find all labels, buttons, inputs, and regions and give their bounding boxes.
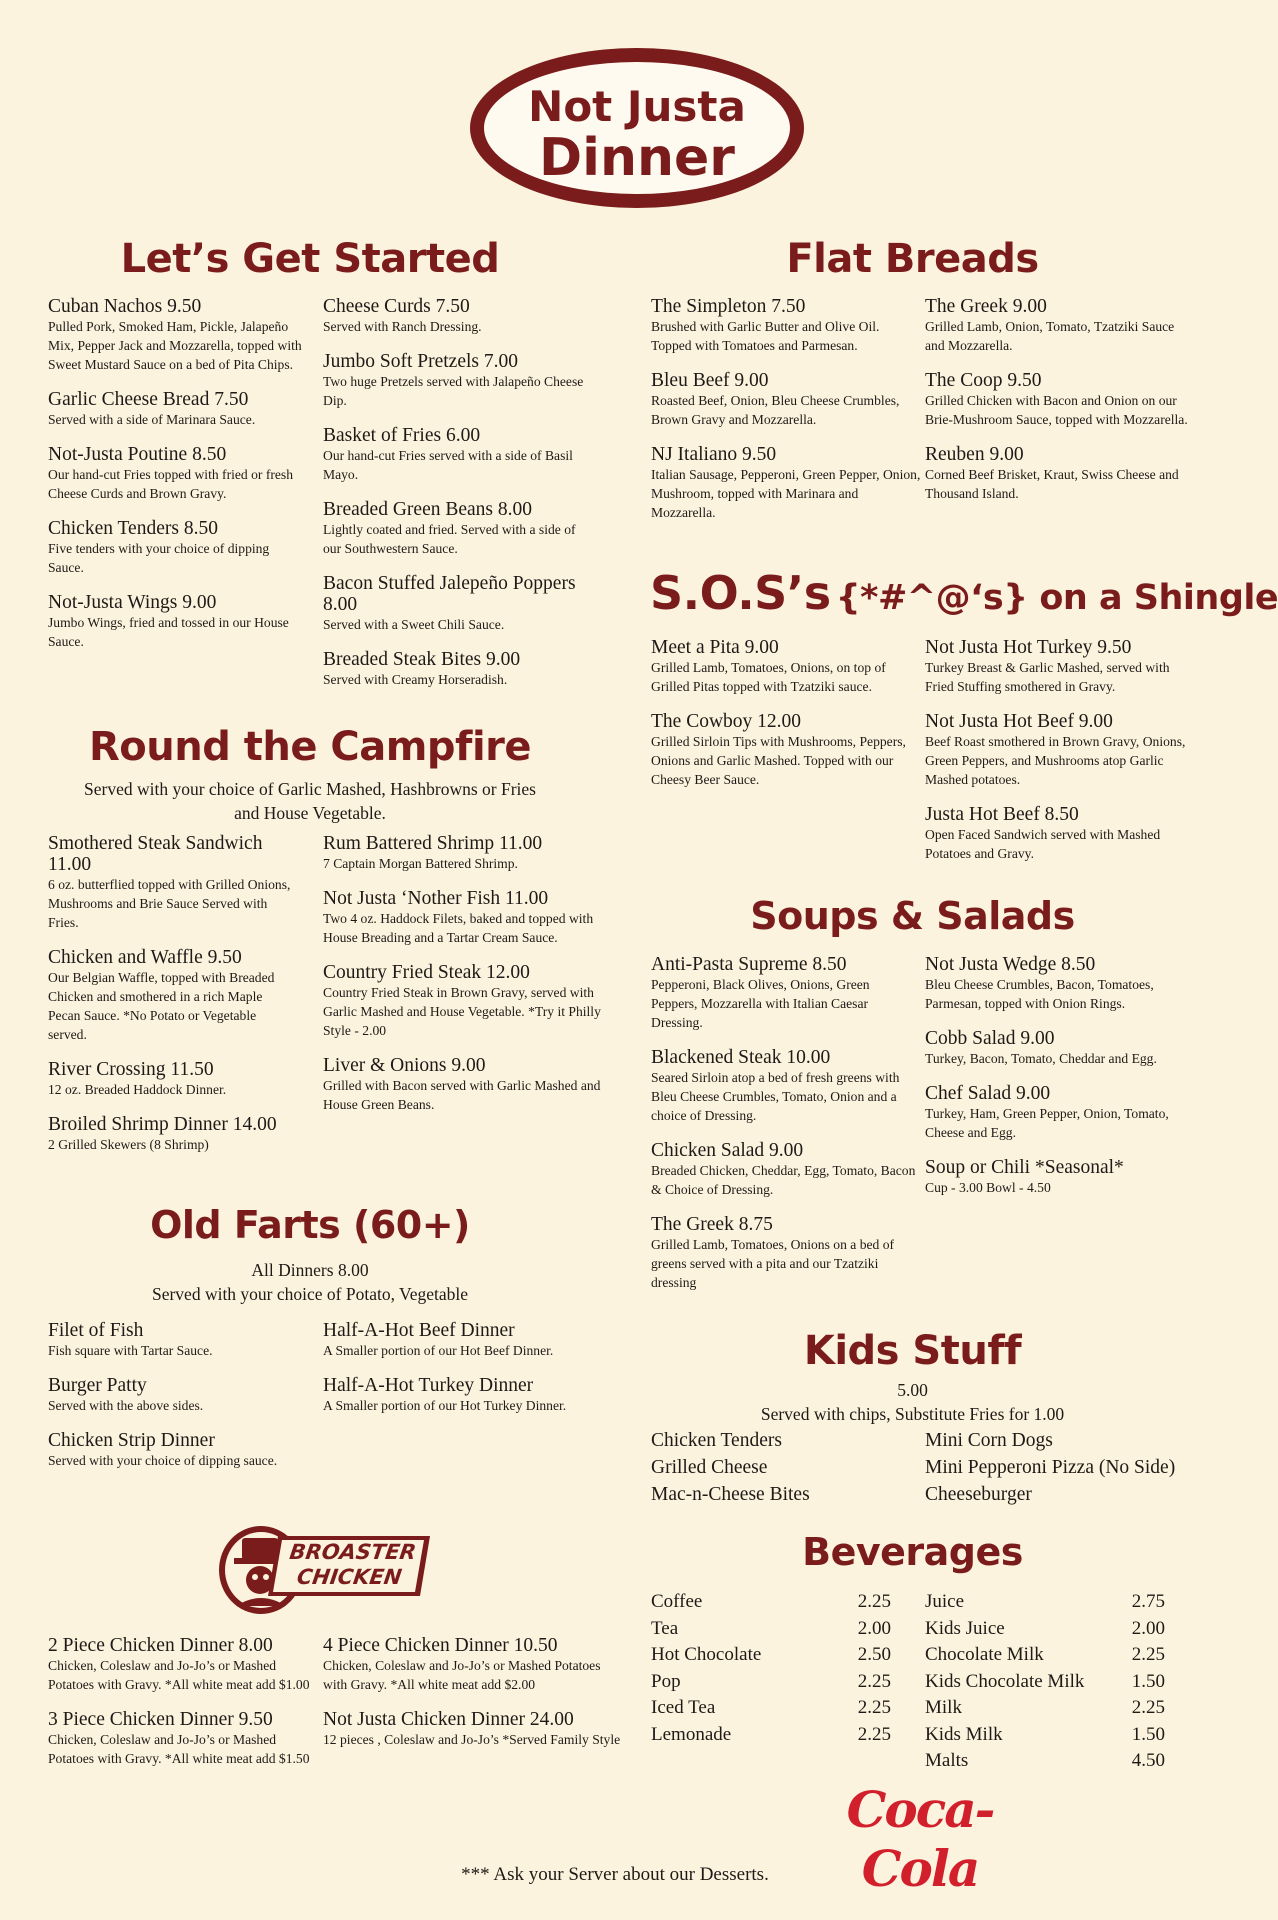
menu-item-description: Grilled Lamb, Tomatoes, Onions, on top of Grilled Pitas topped with Tzatziki sauce.: [651, 660, 886, 694]
menu-item: [48, 1430, 318, 1470]
beverage-row: [651, 1642, 891, 1669]
menu-item-name: Bacon Stuffed Jalepeño Poppers 8.00: [323, 573, 576, 615]
menu-item-name: Anti-Pasta Supreme 8.50: [651, 954, 847, 975]
kids-col2: [925, 1427, 1205, 1508]
campfire-subtitle-2: and House Vegetable.: [234, 803, 386, 823]
beverages-col2: [925, 1589, 1165, 1775]
menu-item: [48, 1635, 323, 1694]
menu-item-description: Chicken, Coleslaw and Jo-Jo’s or Mashed Potatoes with Gravy. *All white meat add $1.00: [48, 1658, 310, 1692]
menu-item: [651, 1047, 916, 1125]
menu-item-description: Served with the above sides.: [48, 1398, 204, 1413]
section-title-soups: Soups & Salads: [750, 894, 1075, 938]
menu-item-description: A Smaller portion of our Hot Beef Dinner.: [323, 1343, 554, 1358]
menu-item-name: 4 Piece Chicken Dinner 10.50: [323, 1635, 558, 1656]
menu-item: [323, 1375, 623, 1415]
flatbreads-col2: [925, 296, 1190, 518]
beverage-row: [925, 1642, 1165, 1669]
menu-item: [925, 804, 1195, 863]
beverage-price: 2.75: [1131, 1591, 1165, 1612]
started-col1: [48, 296, 303, 666]
menu-item: [323, 1055, 628, 1114]
menu-item-description: Served with a side of Marinara Sauce.: [48, 412, 256, 427]
beverage-price: 4.50: [1131, 1750, 1165, 1771]
menu-item-description: Fish square with Tartar Sauce.: [48, 1343, 213, 1358]
menu-item-description: Pepperoni, Black Olives, Onions, Green Peppers, Mozzarella with Italian Caesar Dressing.: [651, 977, 870, 1030]
menu-item-description: Seared Sirloin atop a bed of fresh greens with Bleu Cheese Crumbles, Tomato, Onion and a choice of Dressing.: [651, 1070, 900, 1123]
menu-item-name: Smothered Steak Sandwich 11.00: [48, 833, 263, 875]
beverage-price: 1.50: [1131, 1670, 1165, 1692]
menu-item: [48, 389, 303, 429]
beverage-name: Tea: [651, 1617, 679, 1639]
kids-col1: [651, 1427, 916, 1508]
restaurant-logo: [470, 48, 804, 208]
beverage-name: Iced Tea: [651, 1697, 716, 1718]
menu-item-description: Served with Creamy Horseradish.: [323, 672, 508, 687]
logo-line-2: Dinner: [539, 128, 735, 188]
menu-item-description: Grilled Chicken with Bacon and Onion on our Brie-Mushroom Sauce, topped with Mozzarella.: [925, 393, 1188, 427]
soups-col2: [925, 954, 1200, 1212]
menu-item-description: Grilled with Bacon served with Garlic Mashed and House Green Beans.: [323, 1078, 601, 1112]
beverage-name: Kids Milk: [925, 1723, 1003, 1745]
menu-item: [651, 296, 921, 355]
menu-item: [323, 499, 585, 558]
beverage-row: [651, 1695, 891, 1722]
menu-item: [323, 1709, 623, 1749]
menu-item-description: Turkey, Bacon, Tomato, Cheddar and Egg.: [925, 1051, 1157, 1066]
menu-item: [651, 444, 921, 522]
menu-item-name: Not Justa Wedge 8.50: [925, 954, 1096, 975]
menu-item-description: Grilled Lamb, Onion, Tomato, Tzatziki Sauce and Mozzarella.: [925, 319, 1175, 353]
menu-item: [48, 296, 303, 374]
menu-item-name: Soup or Chili *Seasonal*: [925, 1157, 1124, 1178]
kids-menu-item: Chicken Tenders: [651, 1430, 782, 1451]
menu-item: [323, 351, 585, 410]
soups-col1: [651, 954, 916, 1307]
menu-item: [651, 637, 916, 696]
beverage-price: 2.50: [857, 1644, 891, 1665]
menu-item-name: Bleu Beef 9.00: [651, 370, 769, 391]
beverage-price: 2.00: [1131, 1617, 1165, 1639]
menu-item-name: Blackened Steak 10.00: [651, 1047, 831, 1068]
menu-item-name: Half-A-Hot Beef Dinner: [323, 1320, 515, 1341]
menu-item-description: Turkey Breast & Garlic Mashed, served with Fried Stuffing smothered in Gravy.: [925, 660, 1170, 694]
footer-note: *** Ask your Server about our Desserts.: [461, 1864, 769, 1885]
menu-item-name: Not-Justa Wings 9.00: [48, 592, 217, 613]
beverage-row: [651, 1669, 891, 1696]
menu-item-name: River Crossing 11.50: [48, 1059, 214, 1080]
beverage-row: [651, 1589, 891, 1616]
menu-item-name: Meet a Pita 9.00: [651, 637, 779, 658]
menu-item: [48, 1709, 323, 1768]
beverage-name: Lemonade: [651, 1723, 732, 1745]
menu-item-name: Filet of Fish: [48, 1320, 144, 1341]
menu-item: [323, 649, 585, 689]
broaster-col2: [323, 1635, 623, 1764]
menu-item-description: Cup - 3.00 Bowl - 4.50: [925, 1180, 1051, 1195]
section-title-flatbreads: Flat Breads: [786, 236, 1039, 282]
menu-item-description: Breaded Chicken, Cheddar, Egg, Tomato, Bacon & Choice of Dressing.: [651, 1163, 916, 1197]
menu-item: [323, 888, 628, 947]
beverage-name: Hot Chocolate: [651, 1644, 762, 1665]
kids-menu-item: Cheeseburger: [925, 1484, 1032, 1505]
menu-item-name: Not-Justa Poutine 8.50: [48, 444, 227, 465]
beverage-name: Milk: [925, 1697, 962, 1718]
oldfarts-subtitle-2: Served with your choice of Potato, Vegetable: [151, 1284, 469, 1304]
oldfarts-col2: [323, 1320, 623, 1430]
menu-item: [323, 1635, 623, 1694]
menu-item-description: 7 Captain Morgan Battered Shrimp.: [323, 856, 518, 871]
menu-item-description: Open Faced Sandwich served with Mashed Potatoes and Gravy.: [925, 827, 1161, 861]
sos-title-rest: {*#^@‘s} on a Shingle: [835, 578, 1278, 618]
menu-item: [48, 518, 303, 577]
kids-menu-item: Mac-n-Cheese Bites: [651, 1484, 810, 1505]
beverage-row: [925, 1748, 1165, 1775]
beverage-row: [925, 1616, 1165, 1643]
menu-item-name: Jumbo Soft Pretzels 7.00: [323, 351, 518, 372]
menu-item-description: Brushed with Garlic Butter and Olive Oil. Topped with Tomatoes and Parmesan.: [651, 319, 880, 353]
menu-item: [48, 1320, 318, 1360]
menu-item-name: Chef Salad 9.00: [925, 1083, 1051, 1104]
beverages-col1: [651, 1589, 891, 1748]
menu-item: [48, 592, 303, 651]
menu-item-name: Cobb Salad 9.00: [925, 1028, 1055, 1049]
menu-item: [323, 962, 628, 1040]
menu-item-name: Chicken Tenders 8.50: [48, 518, 218, 539]
menu-item-description: Beef Roast smothered in Brown Gravy, Onions, Green Peppers, and Mushrooms atop Garlic Mashed potatoes.: [925, 734, 1186, 787]
kids-menu-item: Mini Corn Dogs: [925, 1430, 1053, 1451]
menu-item-description: Our hand-cut Fries served with a side of Basil Mayo.: [323, 448, 573, 482]
menu-item-name: Breaded Steak Bites 9.00: [323, 649, 521, 670]
menu-item-description: Served with a Sweet Chili Sauce.: [323, 617, 505, 632]
menu-item: [925, 711, 1195, 789]
logo-line-1: Not Justa: [528, 82, 746, 131]
menu-item-name: NJ Italiano 9.50: [651, 444, 777, 465]
menu-item-description: 12 oz. Breaded Haddock Dinner.: [48, 1082, 227, 1097]
beverage-row: [925, 1695, 1165, 1722]
campfire-col1: [48, 833, 298, 1169]
menu-item-name: Liver & Onions 9.00: [323, 1055, 486, 1076]
menu-item-description: Two 4 oz. Haddock Filets, baked and topped with House Breading and a Tartar Cream Sauce.: [323, 911, 594, 945]
menu-item-description: Served with Ranch Dressing.: [323, 319, 482, 334]
coca-cola-logo: Coca-Cola: [846, 1780, 994, 1898]
beverage-row: [925, 1589, 1165, 1616]
menu-item-name: Justa Hot Beef 8.50: [925, 804, 1079, 825]
menu-item-name: 3 Piece Chicken Dinner 9.50: [48, 1709, 273, 1730]
menu-item-name: Not Justa Hot Beef 9.00: [925, 711, 1113, 732]
menu-item: [925, 370, 1190, 429]
menu-item: [925, 1083, 1200, 1142]
kids-menu-item: Mini Pepperoni Pizza (No Side): [925, 1457, 1176, 1478]
beverage-price: 2.25: [857, 1697, 891, 1718]
oldfarts-subtitle-1: All Dinners 8.00: [251, 1260, 369, 1280]
menu-item-name: The Cowboy 12.00: [651, 711, 802, 732]
menu-item-description: Served with your choice of dipping sauce.: [48, 1453, 278, 1468]
menu-item-name: The Greek 8.75: [651, 1214, 773, 1235]
menu-item-name: Chicken and Waffle 9.50: [48, 947, 242, 968]
sos-col1: [651, 637, 916, 804]
menu-item-name: 2 Piece Chicken Dinner 8.00: [48, 1635, 273, 1656]
beverage-row: [925, 1669, 1165, 1696]
oldfarts-col1: [48, 1320, 318, 1485]
kids-menu-item: Grilled Cheese: [651, 1457, 768, 1478]
beverage-row: [925, 1722, 1165, 1749]
started-col2: [323, 296, 585, 704]
menu-item: [323, 1320, 623, 1360]
sos-title-main: S.O.S’s: [650, 566, 831, 620]
section-title-started: Let’s Get Started: [120, 236, 500, 282]
menu-item-description: Grilled Sirloin Tips with Mushrooms, Peppers, Onions and Garlic Mashed. Topped with our Cheesy Beer Sauce.: [651, 734, 906, 787]
menu-item-name: Chicken Strip Dinner: [48, 1430, 215, 1451]
menu-item: [48, 1059, 298, 1099]
beverage-name: Kids Chocolate Milk: [925, 1670, 1085, 1692]
menu-item: [323, 296, 585, 336]
menu-item-name: Burger Patty: [48, 1375, 147, 1396]
menu-item: [323, 833, 628, 873]
menu-item-name: Basket of Fries 6.00: [323, 425, 481, 446]
menu-item-description: Grilled Lamb, Tomatoes, Onions on a bed of greens served with a pita and our Tzatziki dressing: [651, 1237, 895, 1290]
menu-item: [651, 1214, 916, 1292]
beverage-price: 2.25: [857, 1591, 891, 1612]
menu-item: [651, 370, 921, 429]
menu-item-description: Our Belgian Waffle, topped with Breaded Chicken and smothered in a rich Maple Pecan Sauce. *No Potato or Vegetable served.: [48, 970, 275, 1042]
menu-item-description: 2 Grilled Skewers (8 Shrimp): [48, 1137, 209, 1152]
kids-subtitle: Served with chips, Substitute Fries for 1.00: [760, 1404, 1065, 1424]
menu-item-name: Half-A-Hot Turkey Dinner: [323, 1375, 534, 1396]
menu-item-description: Five tenders with your choice of dipping Sauce.: [48, 541, 270, 575]
beverage-price: 2.25: [1131, 1644, 1165, 1665]
kids-price: 5.00: [897, 1380, 928, 1400]
menu-item-name: Not Justa Hot Turkey 9.50: [925, 637, 1132, 658]
menu-item-name: Not Justa ‘Nother Fish 11.00: [323, 888, 549, 909]
campfire-subtitle-1: Served with your choice of Garlic Mashed, Hashbrowns or Fries: [84, 779, 536, 799]
beverage-name: Pop: [651, 1670, 681, 1692]
beverage-row: [651, 1722, 891, 1749]
broaster-chicken-logo: [216, 1518, 436, 1623]
menu-item-name: Cuban Nachos 9.50: [48, 296, 202, 317]
menu-item: [925, 444, 1190, 503]
beverage-name: Chocolate Milk: [925, 1644, 1044, 1665]
menu-item-description: A Smaller portion of our Hot Turkey Dinner.: [323, 1398, 567, 1413]
menu-item: [323, 573, 585, 634]
menu-item: [925, 954, 1200, 1013]
menu-item-description: Pulled Pork, Smoked Ham, Pickle, Jalapeño Mix, Pepper Jack and Mozzarella, topped with Sweet Mustard Sauce on a bed of Pita Chips.: [48, 319, 302, 372]
flatbreads-col1: [651, 296, 921, 537]
menu-item: [651, 1140, 916, 1199]
menu-item: [925, 1157, 1200, 1197]
menu-item-description: Chicken, Coleslaw and Jo-Jo’s or Mashed Potatoes with Gravy. *All white meat add $1.50: [48, 1732, 310, 1766]
menu-item: [925, 637, 1195, 696]
beverage-row: [651, 1616, 891, 1643]
menu-item: [48, 1375, 318, 1415]
beverage-price: 1.50: [1131, 1723, 1165, 1745]
menu-item-name: Garlic Cheese Bread 7.50: [48, 389, 249, 410]
menu-item-name: Reuben 9.00: [925, 444, 1024, 465]
menu-item-name: Not Justa Chicken Dinner 24.00: [323, 1709, 574, 1730]
menu-item-description: Corned Beef Brisket, Kraut, Swiss Cheese and Thousand Island.: [925, 467, 1179, 501]
menu-item-description: Two huge Pretzels served with Jalapeño Cheese Dip.: [323, 374, 584, 408]
section-title-sos: [650, 566, 1278, 620]
menu-item: [651, 954, 916, 1032]
menu-item-name: Chicken Salad 9.00: [651, 1140, 804, 1161]
beverage-name: Malts: [925, 1750, 969, 1771]
beverage-price: 2.25: [1131, 1697, 1165, 1718]
menu-item-description: Our hand-cut Fries topped with fried or fresh Cheese Curds and Brown Gravy.: [48, 467, 293, 501]
beverage-price: 2.25: [857, 1670, 891, 1692]
sos-col2: [925, 637, 1195, 878]
menu-item-name: Rum Battered Shrimp 11.00: [323, 833, 543, 854]
menu-item: [925, 296, 1190, 355]
broaster-col1: [48, 1635, 323, 1783]
menu-item: [323, 425, 585, 484]
menu-item-description: Country Fried Steak in Brown Gravy, served with Garlic Mashed and House Vegetable. *Try it Philly Style - 2.00: [323, 985, 601, 1038]
section-title-oldfarts: Old Farts (60+): [150, 1203, 470, 1247]
menu-item: [48, 444, 303, 503]
beverage-name: Juice: [925, 1591, 965, 1612]
menu-item-name: The Greek 9.00: [925, 296, 1047, 317]
menu-item-name: Country Fried Steak 12.00: [323, 962, 530, 983]
menu-item-name: Breaded Green Beans 8.00: [323, 499, 533, 520]
section-title-kids: Kids Stuff: [803, 1328, 1022, 1374]
broaster-logo-text: BROASTER CHICKEN: [288, 1540, 418, 1589]
menu-item: [48, 1114, 298, 1154]
menu-item-description: Turkey, Ham, Green Pepper, Onion, Tomato, Cheese and Egg.: [925, 1106, 1169, 1140]
menu-item-description: 6 oz. butterflied topped with Grilled Onions, Mushrooms and Brie Sauce Served with Fries.: [48, 877, 291, 930]
menu-item-name: The Coop 9.50: [925, 370, 1042, 391]
menu-item-description: Jumbo Wings, fried and tossed in our House Sauce.: [48, 615, 289, 649]
menu-item: [651, 711, 916, 789]
menu-item-description: Bleu Cheese Crumbles, Bacon, Tomatoes, Parmesan, topped with Onion Rings.: [925, 977, 1154, 1011]
menu-item-description: Chicken, Coleslaw and Jo-Jo’s or Mashed Potatoes with Gravy. *All white meat add $2.00: [323, 1658, 601, 1692]
beverage-name: Kids Juice: [925, 1617, 1005, 1639]
menu-item: [925, 1028, 1200, 1068]
beverage-price: 2.25: [857, 1723, 891, 1745]
section-title-beverages: Beverages: [802, 1530, 1023, 1574]
menu-item-description: Lightly coated and fried. Served with a side of our Southwestern Sauce.: [323, 522, 576, 556]
menu-item-description: 12 pieces , Coleslaw and Jo-Jo’s *Served Family Style: [323, 1732, 621, 1747]
menu-item: [48, 833, 298, 932]
menu-item-name: Broiled Shrimp Dinner 14.00: [48, 1114, 277, 1135]
menu-item-name: Cheese Curds 7.50: [323, 296, 470, 317]
menu-item-name: The Simpleton 7.50: [651, 296, 806, 317]
section-title-campfire: Round the Campfire: [88, 724, 532, 770]
menu-item: [48, 947, 298, 1044]
campfire-col2: [323, 833, 628, 1129]
menu-item-description: Roasted Beef, Onion, Bleu Cheese Crumbles, Brown Gravy and Mozzarella.: [651, 393, 900, 427]
beverage-price: 2.00: [857, 1617, 891, 1639]
beverage-name: Coffee: [651, 1591, 703, 1612]
menu-item-description: Italian Sausage, Pepperoni, Green Pepper, Onion, Mushroom, topped with Marinara and Mozzarella.: [651, 467, 921, 520]
